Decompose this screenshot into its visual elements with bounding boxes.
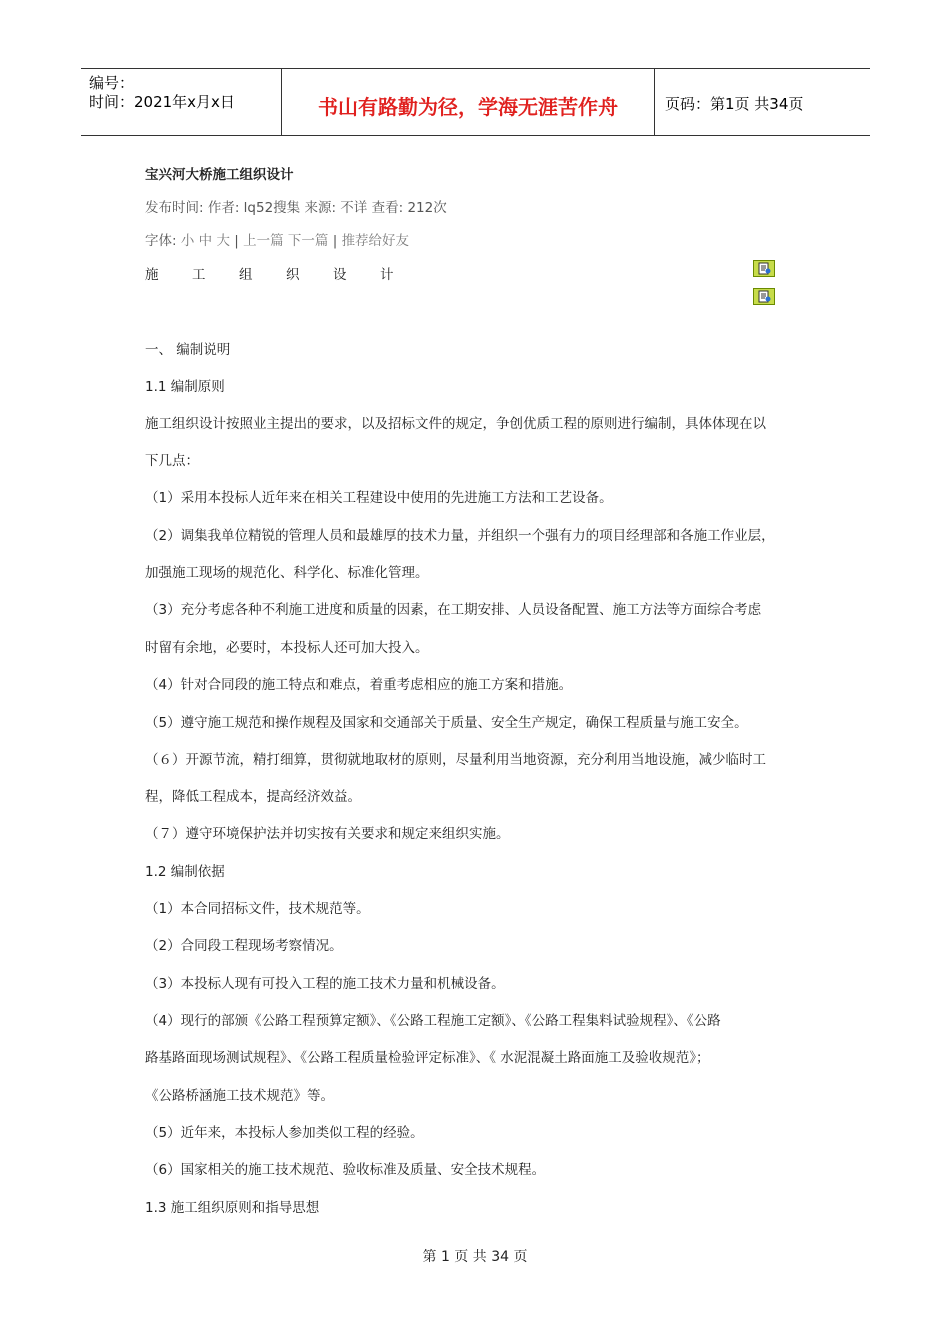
number-label: 编号： [89,74,135,92]
spread-char: 工 [192,267,206,283]
body-line: 时留有余地，必要时，本投标人还可加大投入。 [145,640,429,656]
spread-title [145,263,427,283]
body-line: （1）采用本投标人近年来在相关工程建设中使用的先进施工方法和工艺设备。 [145,490,613,506]
body-line: 1.1 编制原则 [145,379,225,395]
body-line: （3）本投标人现有可投入工程的施工技术力量和机械设备。 [145,976,505,992]
document-icon[interactable] [753,288,775,305]
body-line: （７）遵守环境保护法并切实按有关要求和规定来组织实施。 [145,826,510,842]
recommend-link[interactable]: 推荐给好友 [341,233,410,249]
header-motto-cell [282,69,655,135]
body-line: （６）开源节流，精打细算，贯彻就地取材的原则，尽量利用当地资源，充分利用当地设施，减少临时工 [145,752,766,768]
page-info: 页码：第1页 共34页 [665,95,804,113]
header-page-cell [655,69,870,135]
body-line: （4）现行的部颁《公路工程预算定额》、《公路工程施工定额》、《公路工程集料试验规程》、《公路 [145,1013,721,1029]
prev-article-link[interactable]: 上一篇 [243,233,284,249]
body-line: （3）充分考虑各种不利施工进度和质量的因素，在工期安排、人员设备配置、施工方法等方面综合考虑 [145,602,762,618]
body-line: 1.3 施工组织原则和指导思想 [145,1200,320,1216]
separator: | [234,233,239,249]
font-large-link[interactable]: 大 [216,233,230,249]
font-label: 字体: [145,233,177,249]
body-line: 加强施工现场的规范化、科学化、标准化管理。 [145,565,429,581]
body-line: 程，降低工程成本，提高经济效益。 [145,789,361,805]
motto: 书山有路勤为径，学海无涯苦作舟 [318,95,618,119]
body-line: （5）遵守施工规范和操作规程及国家和交通部关于质量、安全生产规定，确保工程质量与施工安全。 [145,715,748,731]
article-toolbar [145,229,409,249]
next-article-link[interactable]: 下一篇 [287,233,329,249]
body-line: 路基路面现场测试规程》、《公路工程质量检验评定标准》、《 水泥混凝土路面施工及验收规范》； [145,1050,710,1066]
article-title: 宝兴河大桥施工组织设计 [145,167,294,183]
spread-char: 施 [145,267,159,283]
body-line: 1.2 编制依据 [145,864,225,880]
article-meta: 发布时间: 作者: lq52搜集 来源: 不详 查看: 212次 [145,200,447,216]
document-header [81,68,870,136]
spread-char: 计 [380,267,394,283]
body-line: 《公路桥涵施工技术规范》等。 [145,1088,334,1104]
body-line: （2）调集我单位精锐的管理人员和最雄厚的技术力量，并组织一个强有力的项目经理部和各施工作业层， [145,528,775,544]
separator: | [332,233,338,249]
spread-char: 设 [333,267,347,283]
body-line: 施工组织设计按照业主提出的要求，以及招标文件的规定，争创优质工程的原则进行编制，具体体现在以 [145,416,766,432]
font-medium-link[interactable]: 中 [198,233,213,249]
spread-char: 组 [239,267,253,283]
header-left-cell [81,69,282,135]
body-line: （2）合同段工程现场考察情况。 [145,938,343,954]
body-line: 下几点： [145,453,199,469]
document-icon[interactable] [753,260,775,277]
date-label: 时间：2021年x月x日 [89,93,235,111]
font-small-link[interactable]: 小 [180,233,195,249]
spread-char: 织 [286,267,300,283]
body-line: （5）近年来，本投标人参加类似工程的经验。 [145,1125,424,1141]
body-line: （6）国家相关的施工技术规范、验收标准及质量、安全技术规程。 [145,1162,546,1178]
body-line: 一、 编制说明 [145,342,231,358]
page-footer: 第 1 页 共 34 页 [422,1249,528,1265]
body-line: （1）本合同招标文件，技术规范等。 [145,901,370,917]
body-line: （4）针对合同段的施工特点和难点，着重考虑相应的施工方案和措施。 [145,677,573,693]
